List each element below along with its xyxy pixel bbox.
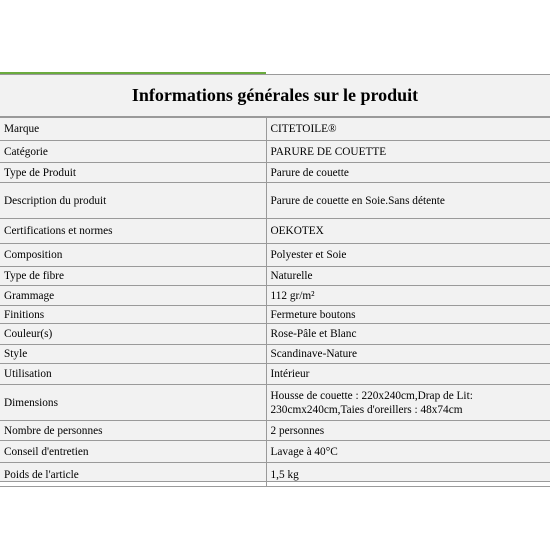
row-label: Marque: [0, 118, 266, 141]
row-label: Certifications et normes: [0, 219, 266, 244]
table-row: [0, 267, 550, 286]
row-label: Couleur(s): [0, 324, 266, 345]
row-value: Rose-Pâle et Blanc: [266, 324, 550, 345]
table-row: [0, 244, 550, 267]
row-value: Naturelle: [266, 267, 550, 286]
row-label: Grammage: [0, 286, 266, 306]
row-value: Scandinave-Nature: [266, 345, 550, 364]
row-value: PARURE DE COUETTE: [266, 141, 550, 163]
row-label: Style: [0, 345, 266, 364]
row-value: 1,5 kg: [266, 463, 550, 487]
row-label: Dimensions: [0, 385, 266, 421]
table-row: [0, 364, 550, 385]
product-info-table: [0, 117, 550, 487]
row-value: CITETOILE®: [266, 118, 550, 141]
table-row: [0, 306, 550, 324]
product-info-sheet: [0, 74, 550, 482]
row-label: Poids de l'article: [0, 463, 266, 487]
table-row: [0, 421, 550, 441]
row-label: Utilisation: [0, 364, 266, 385]
sheet-title: Informations générales sur le produit: [0, 75, 550, 117]
row-value: Parure de couette en Soie.Sans détente: [266, 183, 550, 219]
table-row: [0, 385, 550, 421]
row-value: Parure de couette: [266, 163, 550, 183]
row-label: Description du produit: [0, 183, 266, 219]
row-label: Nombre de personnes: [0, 421, 266, 441]
row-label: Type de Produit: [0, 163, 266, 183]
row-label: Conseil d'entretien: [0, 441, 266, 463]
row-label: Finitions: [0, 306, 266, 324]
row-value: Intérieur: [266, 364, 550, 385]
row-label: Catégorie: [0, 141, 266, 163]
table-row: [0, 163, 550, 183]
table-row: [0, 324, 550, 345]
row-value: Lavage à 40°C: [266, 441, 550, 463]
table-row: [0, 141, 550, 163]
table-row: [0, 345, 550, 364]
table-row: [0, 441, 550, 463]
row-value: Housse de couette : 220x240cm,Drap de Lit: 230cmx240cm,Taies d'oreillers : 48x74cm: [266, 385, 550, 421]
row-value: Polyester et Soie: [266, 244, 550, 267]
table-row: [0, 118, 550, 141]
table-row: [0, 463, 550, 487]
row-value: 112 gr/m²: [266, 286, 550, 306]
row-value: 2 personnes: [266, 421, 550, 441]
row-label: Type de fibre: [0, 267, 266, 286]
table-row: [0, 219, 550, 244]
table-row: [0, 183, 550, 219]
table-row: [0, 286, 550, 306]
row-label: Composition: [0, 244, 266, 267]
row-value: OEKOTEX: [266, 219, 550, 244]
row-value: Fermeture boutons: [266, 306, 550, 324]
